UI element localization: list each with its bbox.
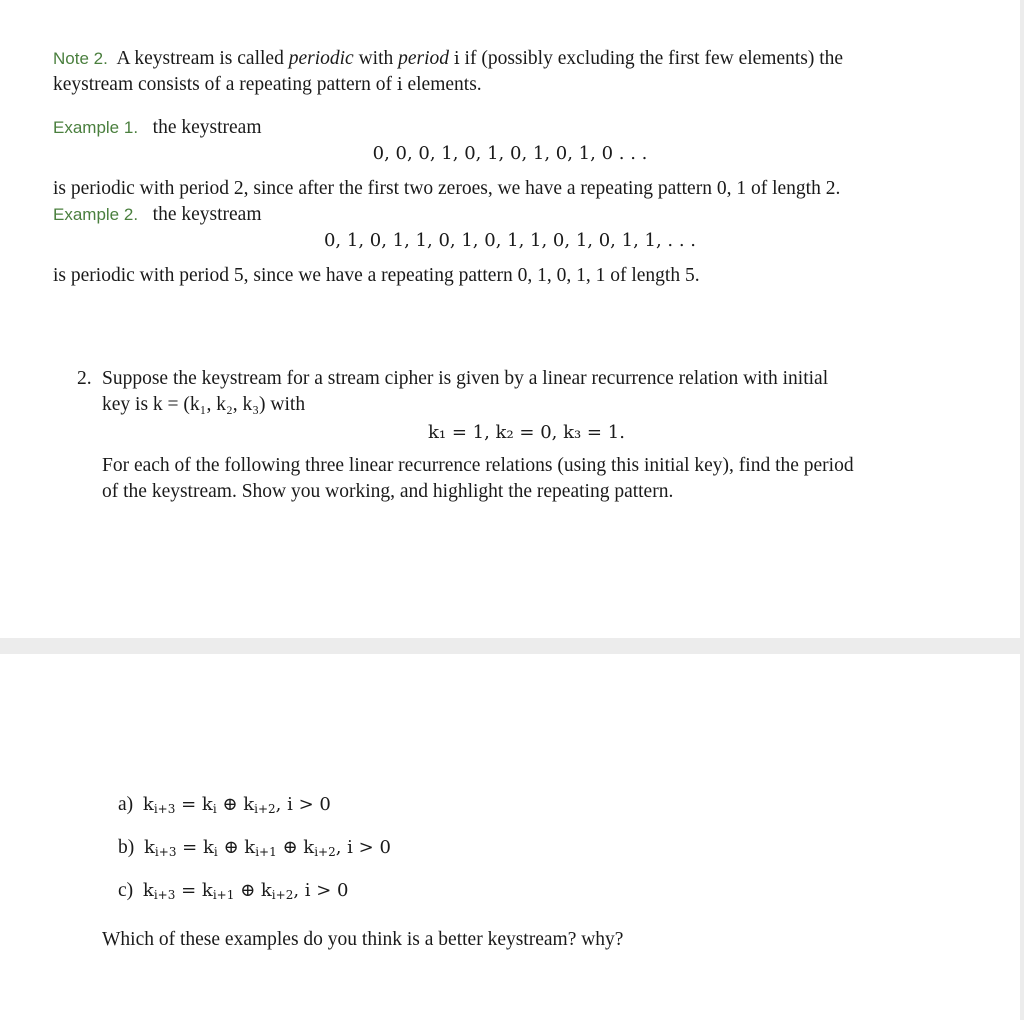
note-2-line-1: Note 2. A keystream is called periodic with period i if (possibly excluding the first few elements) the: [53, 48, 844, 69]
example-1-label: Example 1.: [53, 118, 139, 137]
part-a-label: a): [118, 794, 134, 815]
part-b: [118, 835, 391, 861]
part-c: [118, 878, 349, 904]
final-question: Which of these examples do you think is a better keystream? why?: [102, 929, 624, 950]
question-2-line-1: Suppose the keystream for a stream cipher is given by a linear recurrence relation with initial: [102, 368, 829, 389]
question-2-instructions-1: For each of the following three linear recurrence relations (using this initial key), find the period: [102, 455, 854, 476]
example-2-heading: Example 2. the keystream: [53, 204, 262, 225]
example-1-sequence: 0, 0, 0, 1, 0, 1, 0, 1, 0, 1, 0 . . .: [372, 143, 648, 164]
question-2-instructions-2: of the keystream. Show you working, and highlight the repeating pattern.: [102, 481, 674, 502]
example-1-explanation: is periodic with period 2, since after the first two zeroes, we have a repeating pattern 0, 1 of length 2.: [53, 178, 841, 199]
part-b-relation: $k_{i+3} = k_i$ ⊕ $k_{i+1}$ ⊕ $k_{i+2}$, i > 0: [144, 837, 391, 859]
example-1-heading: Example 1. the keystream: [53, 117, 262, 138]
part-c-relation: $k_{i+3} = k_{i+1}$ ⊕ $k_{i+2}$, i > 0: [142, 880, 349, 902]
term-periodic: periodic: [288, 48, 354, 69]
part-b-label: b): [118, 837, 135, 858]
part-a: [118, 792, 331, 818]
page-2: [0, 654, 1020, 1020]
example-2-label: Example 2.: [53, 205, 139, 224]
term-period: period: [398, 48, 450, 69]
initial-key: k₁ = 1, k₂ = 0, k₃ = 1.: [428, 422, 625, 443]
example-2-explanation: is periodic with period 5, since we have a repeating pattern 0, 1, 0, 1, 1 of length 5.: [53, 265, 700, 286]
note-2-line-2: keystream consists of a repeating pattern of i elements.: [53, 74, 482, 95]
part-a-relation: $k_{i+3} = k_i$ ⊕ $k_{i+2}$, i > 0: [142, 794, 331, 816]
part-c-label: c): [118, 880, 134, 901]
example-2-sequence: 0, 1, 0, 1, 1, 0, 1, 0, 1, 1, 0, 1, 0, 1, 1, . . .: [323, 230, 697, 251]
question-2-number: 2.: [77, 368, 92, 389]
note-label: Note 2.: [53, 49, 108, 68]
question-2-line-2: key is k = (k₁, k₂, k₃) with: [102, 394, 306, 415]
